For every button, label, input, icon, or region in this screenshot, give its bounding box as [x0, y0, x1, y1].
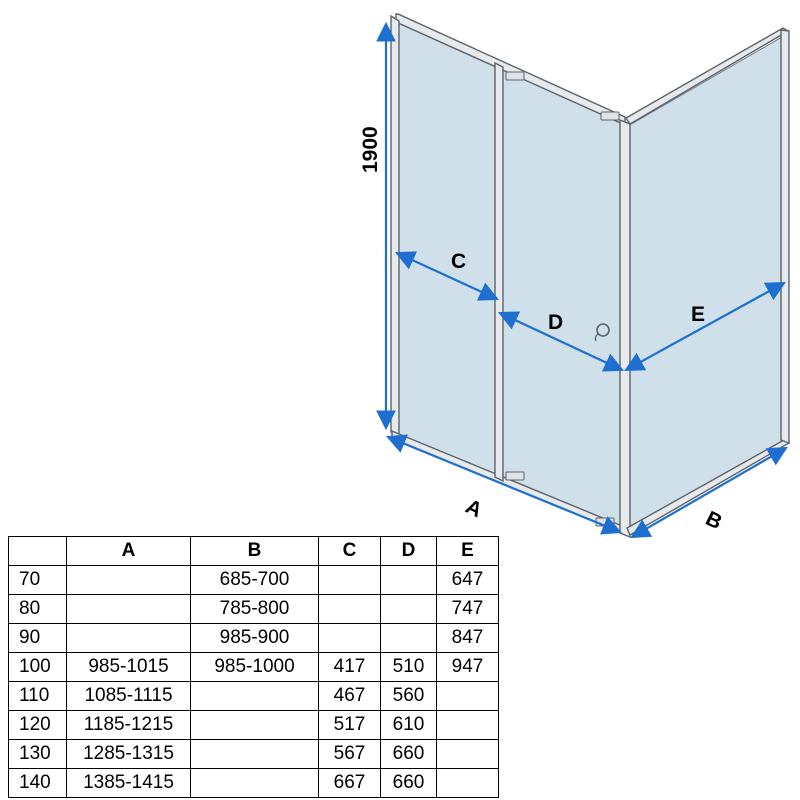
cell-b: 985-900	[191, 624, 319, 653]
cell-c: 417	[319, 653, 381, 682]
cell-c	[319, 595, 381, 624]
cell-a	[67, 595, 191, 624]
column-header-a: A	[67, 537, 191, 566]
table-row	[9, 624, 499, 653]
cell-a: 1385-1415	[67, 769, 191, 798]
table-row	[9, 653, 499, 682]
table-row	[9, 595, 499, 624]
dimension-label-d: D	[548, 311, 564, 334]
cell-size: 70	[9, 566, 67, 595]
cell-d	[381, 566, 437, 595]
dimension-label-e: E	[691, 303, 706, 326]
cell-c: 517	[319, 711, 381, 740]
cell-d: 560	[381, 682, 437, 711]
cell-c: 467	[319, 682, 381, 711]
cell-b	[191, 711, 319, 740]
table-row	[9, 711, 499, 740]
cell-b	[191, 740, 319, 769]
column-header-b: B	[191, 537, 319, 566]
cell-d	[381, 624, 437, 653]
cell-a: 1185-1215	[67, 711, 191, 740]
cell-e	[437, 769, 499, 798]
cell-e	[437, 740, 499, 769]
cell-b	[191, 682, 319, 711]
cell-b	[191, 769, 319, 798]
cell-a	[67, 624, 191, 653]
cell-e	[437, 682, 499, 711]
table-header-row	[9, 537, 499, 566]
cell-size: 120	[9, 711, 67, 740]
column-header-size	[9, 537, 67, 566]
dimension-label-a: A	[461, 495, 486, 523]
dimension-label-height: 1900	[359, 126, 382, 173]
cell-e	[437, 711, 499, 740]
cell-d: 660	[381, 769, 437, 798]
cell-d: 610	[381, 711, 437, 740]
column-header-e: E	[437, 537, 499, 566]
cell-size: 140	[9, 769, 67, 798]
cell-d: 510	[381, 653, 437, 682]
table-row	[9, 566, 499, 595]
cell-c: 567	[319, 740, 381, 769]
cell-e: 847	[437, 624, 499, 653]
front-left-glass-panel	[398, 22, 497, 477]
cell-d: 660	[381, 740, 437, 769]
cell-a	[67, 566, 191, 595]
cell-e: 947	[437, 653, 499, 682]
cell-c	[319, 566, 381, 595]
dimensions-table	[8, 536, 499, 798]
cell-size: 90	[9, 624, 67, 653]
cell-a: 1285-1315	[67, 740, 191, 769]
cell-c	[319, 624, 381, 653]
table-row	[9, 769, 499, 798]
table-row	[9, 740, 499, 769]
cell-c: 667	[319, 769, 381, 798]
table-row	[9, 682, 499, 711]
cell-b: 985-1000	[191, 653, 319, 682]
cell-size: 100	[9, 653, 67, 682]
cell-a: 985-1015	[67, 653, 191, 682]
cell-size: 80	[9, 595, 67, 624]
column-header-d: D	[381, 537, 437, 566]
cell-b: 685-700	[191, 566, 319, 595]
dimension-label-b: B	[701, 507, 726, 535]
cell-b: 785-800	[191, 595, 319, 624]
cell-size: 110	[9, 682, 67, 711]
cell-d	[381, 595, 437, 624]
dimension-label-c: C	[451, 250, 467, 273]
column-header-c: C	[319, 537, 381, 566]
cell-a: 1085-1115	[67, 682, 191, 711]
cell-size: 130	[9, 740, 67, 769]
front-right-glass-panel	[500, 68, 623, 534]
cell-e: 747	[437, 595, 499, 624]
cell-e: 647	[437, 566, 499, 595]
